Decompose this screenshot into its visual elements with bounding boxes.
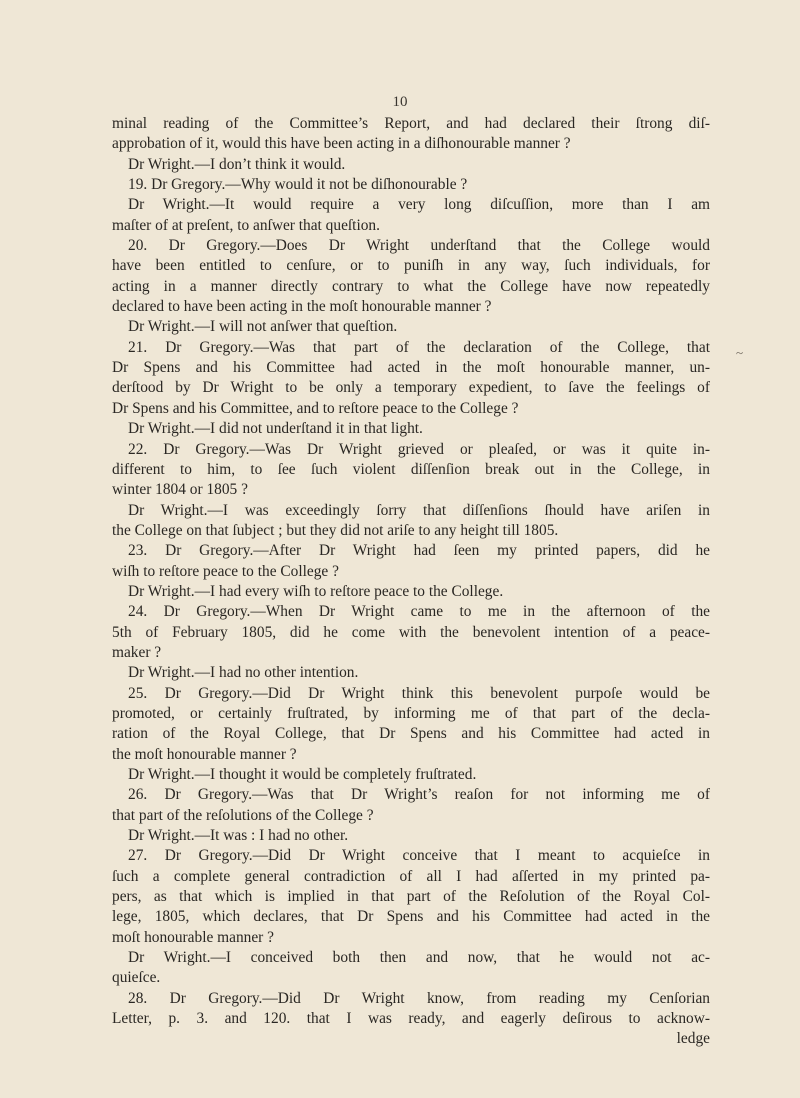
- text-line: Dr Wright.—I don’t think it would.: [128, 155, 346, 173]
- text-line: 23. Dr Gregory.—After Dr Wright had ſeen my printed papers, did he: [128, 542, 710, 560]
- text-line: 28. Dr Gregory.—Did Dr Wright know, from reading my Cenſorian: [128, 989, 710, 1007]
- text-line: Dr Wright.—I conceived both then and now, that he would not ac-: [128, 949, 710, 967]
- text-line: Dr Wright.—It was : I had no other.: [128, 827, 349, 845]
- text-line: moſt honourable manner ?: [112, 928, 274, 946]
- text-line: have been entitled to cenſure, or to puniſh in any way, ſuch individuals, for: [112, 257, 710, 275]
- text-line: 27. Dr Gregory.—Did Dr Wright conceive that I meant to acquieſce in: [128, 847, 710, 865]
- text-line: Dr Wright.—I had no other intention.: [128, 664, 359, 682]
- text-line: Dr Spens and his Committee had acted in the moſt honourable manner, un-: [112, 359, 710, 377]
- catchword: ledge: [676, 1030, 710, 1048]
- text-line: 22. Dr Gregory.—Was Dr Wright grieved or pleaſed, or was it quite in-: [128, 440, 710, 458]
- text-line: Dr Wright.—It would require a very long diſcuſſion, more than I am: [128, 196, 710, 214]
- text-line: declared to have been acting in the moſt honourable manner ?: [112, 298, 492, 316]
- text-line: 25. Dr Gregory.—Did Dr Wright think this benevolent purpoſe would be: [128, 684, 710, 702]
- page-number: 10: [392, 94, 408, 110]
- text-line: 20. Dr Gregory.—Does Dr Wright underſtand that the College would: [128, 237, 710, 255]
- text-line: ration of the Royal College, that Dr Spens and his Committee had acted in: [112, 725, 710, 743]
- text-line: lege, 1805, which declares, that Dr Spens and his Committee had acted in the: [112, 908, 710, 926]
- text-line: 26. Dr Gregory.—Was that Dr Wright’s reaſon for not informing me of: [128, 786, 710, 804]
- text-line: Dr Wright.—I had every wiſh to reſtore peace to the College.: [128, 582, 504, 600]
- text-line: Dr Spens and his Committee, and to reſtore peace to the College ?: [112, 399, 519, 417]
- text-line: promoted, or certainly fruſtrated, by informing me of that part of the decla-: [112, 704, 710, 722]
- text-line: 5th of February 1805, did he come with the benevolent intention of a peace-: [112, 623, 710, 641]
- text-line: derſtood by Dr Wright to be only a temporary expedient, to ſave the feelings of: [112, 379, 710, 397]
- text-line: approbation of it, would this have been acting in a diſhonourable manner ?: [112, 135, 571, 153]
- text-line: that part of the reſolutions of the College ?: [112, 806, 374, 824]
- text-line: wiſh to reſtore peace to the College ?: [112, 562, 339, 580]
- text-line: acting in a manner directly contrary to what the College have now repeatedly: [112, 277, 710, 295]
- text-line: ſuch a complete general contradiction of all I had aſſerted in my printed pa-: [112, 867, 710, 885]
- text-line: minal reading of the Committee’s Report, and had declared their ſtrong diſ-: [112, 115, 710, 132]
- text-line: Dr Wright.—I thought it would be completely fruſtrated.: [128, 766, 477, 783]
- body-text: [112, 114, 710, 1050]
- text-line: Dr Wright.—I did not underſtand it in that light.: [128, 420, 423, 438]
- text-line: quieſce.: [112, 969, 161, 987]
- text-line: Dr Wright.—I will not anſwer that queſtion.: [128, 318, 398, 336]
- text-line: the moſt honourable manner ?: [112, 745, 297, 763]
- text-line: 24. Dr Gregory.—When Dr Wright came to me in the afternoon of the: [128, 603, 710, 621]
- text-line: Dr Wright.—I was exceedingly ſorry that diſſenſions ſhould have ariſen in: [128, 501, 710, 519]
- text-line: maker ?: [112, 643, 162, 661]
- margin-mark: ~: [736, 345, 744, 360]
- text-line: different to him, to ſee ſuch violent diſſenſion break out in the College, in: [112, 460, 710, 478]
- text-line: maſter of at preſent, to anſwer that queſtion.: [112, 216, 380, 234]
- text-line: 21. Dr Gregory.—Was that part of the declaration of the College, that: [128, 338, 710, 356]
- text-line: the College on that ſubject ; but they did not ariſe to any height till 1805.: [112, 521, 559, 539]
- text-line: pers, as that which is implied in that part of the Reſolution of the Royal Col-: [112, 888, 710, 906]
- text-line: winter 1804 or 1805 ?: [112, 481, 248, 499]
- text-line: Letter, p. 3. and 120. that I was ready, and eagerly deſirous to acknow-: [112, 1010, 710, 1028]
- text-line: 19. Dr Gregory.—Why would it not be diſhonourable ?: [128, 176, 468, 194]
